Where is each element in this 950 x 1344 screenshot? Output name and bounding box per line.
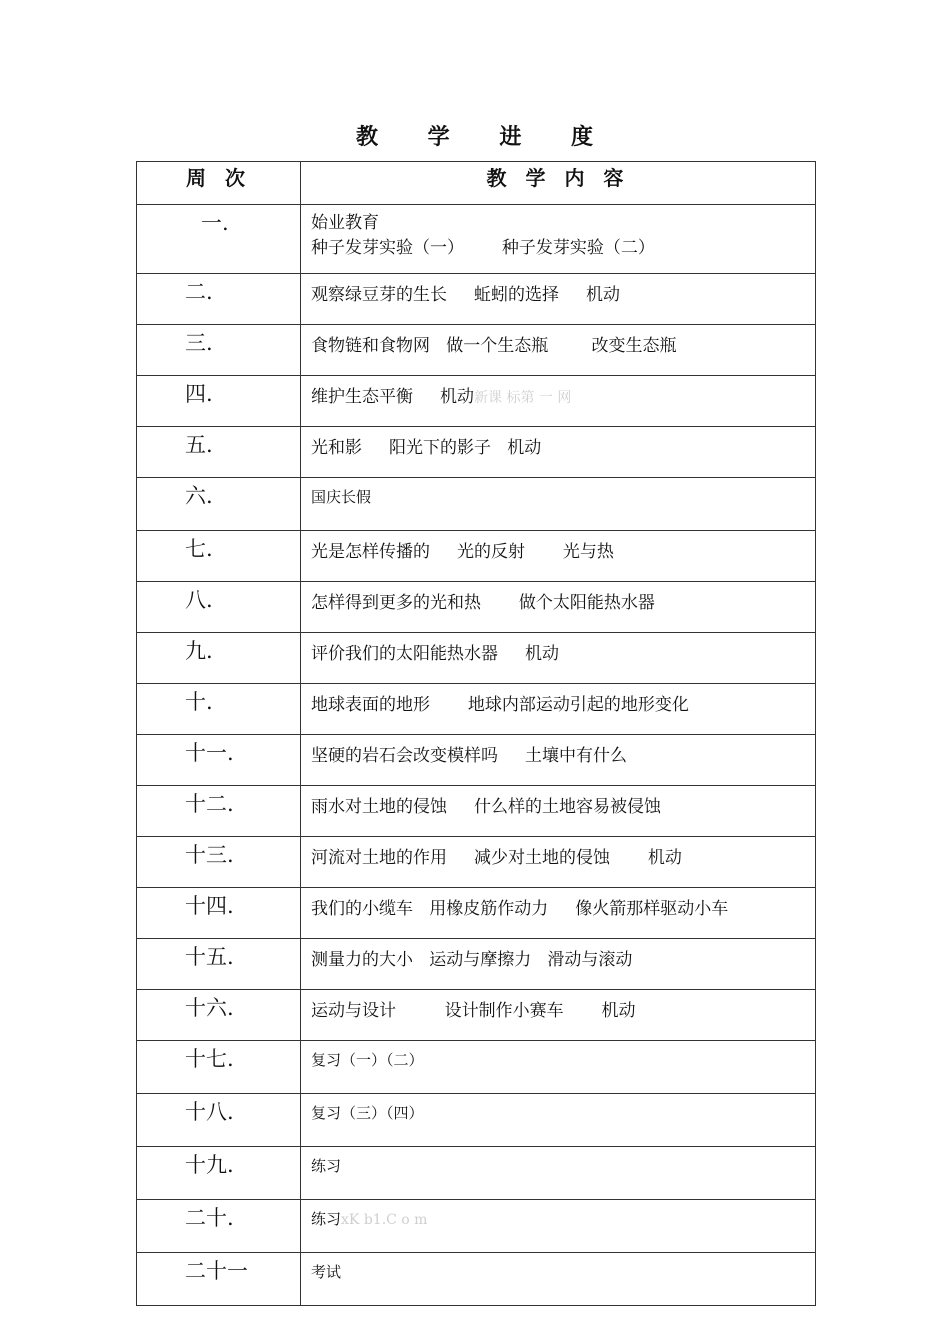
- week-cell: 十九.: [137, 1147, 301, 1200]
- content-text: 测量力的大小 运动与摩擦力 滑动与滚动: [311, 950, 633, 970]
- content-cell: [301, 376, 816, 427]
- table-row: [137, 1041, 816, 1094]
- week-cell: 六.: [137, 478, 301, 531]
- schedule-table: [136, 161, 816, 1306]
- content-text: 复习（一）（二）: [311, 1051, 424, 1069]
- week-cell: 九.: [137, 633, 301, 684]
- content-column-header: [301, 162, 816, 205]
- table-row: [137, 274, 816, 325]
- week-cell: 三.: [137, 325, 301, 376]
- content-text: 怎样得到更多的光和热 做个太阳能热水器: [311, 593, 655, 613]
- content-text: 光是怎样传播的 光的反射 光与热: [311, 542, 614, 562]
- week-cell: 十一.: [137, 735, 301, 786]
- content-cell: [301, 786, 816, 837]
- content-cell: [301, 478, 816, 531]
- week-cell: 十四.: [137, 888, 301, 939]
- table-row: [137, 1200, 816, 1253]
- table-row: [137, 325, 816, 376]
- content-text: 观察绿豆芽的生长 蚯蚓的选择 机动: [311, 285, 621, 305]
- content-cell: [301, 684, 816, 735]
- week-cell: 二十一: [137, 1253, 301, 1306]
- table-row: [137, 376, 816, 427]
- table-row: [137, 684, 816, 735]
- title-char: 度: [571, 125, 595, 150]
- content-cell: [301, 274, 816, 325]
- content-line: 始业教育: [311, 213, 379, 233]
- table-row: [137, 1147, 816, 1200]
- content-cell: [301, 325, 816, 376]
- content-text: 运动与设计 设计制作小赛车 机动: [311, 1001, 636, 1021]
- content-text: 地球表面的地形 地球内部运动引起的地形变化: [311, 695, 689, 715]
- table-row: [137, 633, 816, 684]
- content-text: 考试: [311, 1263, 342, 1281]
- table-row: [137, 888, 816, 939]
- week-cell: 二.: [137, 274, 301, 325]
- table-row: [137, 735, 816, 786]
- content-cell: [301, 1253, 816, 1306]
- table-row: [137, 427, 816, 478]
- table-row: [137, 1094, 816, 1147]
- week-cell: 八.: [137, 582, 301, 633]
- content-text: 国庆长假: [311, 488, 372, 506]
- table-row: [137, 837, 816, 888]
- content-cell: [301, 990, 816, 1041]
- content-text: 维护生态平衡 机动: [311, 387, 475, 407]
- content-cell: [301, 582, 816, 633]
- watermark-text: xK b1.C o m: [341, 1212, 428, 1228]
- content-text: 雨水对土地的侵蚀 什么样的土地容易被侵蚀: [311, 797, 662, 817]
- week-cell: 十二.: [137, 786, 301, 837]
- content-text: 复习（三）（四）: [311, 1104, 424, 1122]
- content-header-text: 教 学 内 容: [486, 166, 630, 190]
- week-cell: 十.: [137, 684, 301, 735]
- content-cell: [301, 837, 816, 888]
- content-cell: [301, 531, 816, 582]
- content-cell: [301, 1147, 816, 1200]
- week-cell: 十五.: [137, 939, 301, 990]
- watermark-text: 新课 标第 一 网: [474, 390, 572, 406]
- week-header-text: 周 次: [186, 166, 251, 190]
- week-cell: 二十.: [137, 1200, 301, 1253]
- table-row: [137, 939, 816, 990]
- week-cell: 七.: [137, 531, 301, 582]
- table-row: [137, 205, 816, 274]
- table-row: [137, 990, 816, 1041]
- table-row: [137, 582, 816, 633]
- week-cell: 一.: [137, 205, 301, 274]
- table-row: [137, 786, 816, 837]
- content-text: 练习: [311, 1210, 342, 1228]
- content-cell: [301, 205, 816, 274]
- table-row: [137, 478, 816, 531]
- title-char: 进: [499, 125, 523, 150]
- title-char: 教: [355, 125, 379, 150]
- content-cell: [301, 633, 816, 684]
- header-row: [137, 162, 816, 205]
- week-cell: 五.: [137, 427, 301, 478]
- content-text: 我们的小缆车 用橡皮筋作动力 像火箭那样驱动小车: [311, 899, 729, 919]
- content-cell: [301, 888, 816, 939]
- content-cell: [301, 1041, 816, 1094]
- content-cell: [301, 735, 816, 786]
- page-title: [0, 120, 950, 151]
- content-text: 河流对土地的作用 减少对土地的侵蚀 机动: [311, 848, 682, 868]
- week-cell: 十七.: [137, 1041, 301, 1094]
- content-line: 种子发芽实验（一） 种子发芽实验（二）: [311, 238, 655, 258]
- content-text: 光和影 阳光下的影子 机动: [311, 438, 542, 458]
- table-row: [137, 531, 816, 582]
- content-text: 坚硬的岩石会改变模样吗 土壤中有什么: [311, 746, 628, 766]
- table-row: [137, 1253, 816, 1306]
- content-text: 食物链和食物网 做一个生态瓶 改变生态瓶: [311, 336, 677, 356]
- week-cell: 十六.: [137, 990, 301, 1041]
- content-cell: [301, 427, 816, 478]
- week-cell: 十八.: [137, 1094, 301, 1147]
- content-text: 评价我们的太阳能热水器 机动: [311, 644, 560, 664]
- content-cell: [301, 939, 816, 990]
- content-cell: [301, 1200, 816, 1253]
- week-cell: 十三.: [137, 837, 301, 888]
- content-text: 练习: [311, 1157, 342, 1175]
- week-column-header: [137, 162, 301, 205]
- week-cell: 四.: [137, 376, 301, 427]
- title-char: 学: [427, 125, 451, 150]
- content-cell: [301, 1094, 816, 1147]
